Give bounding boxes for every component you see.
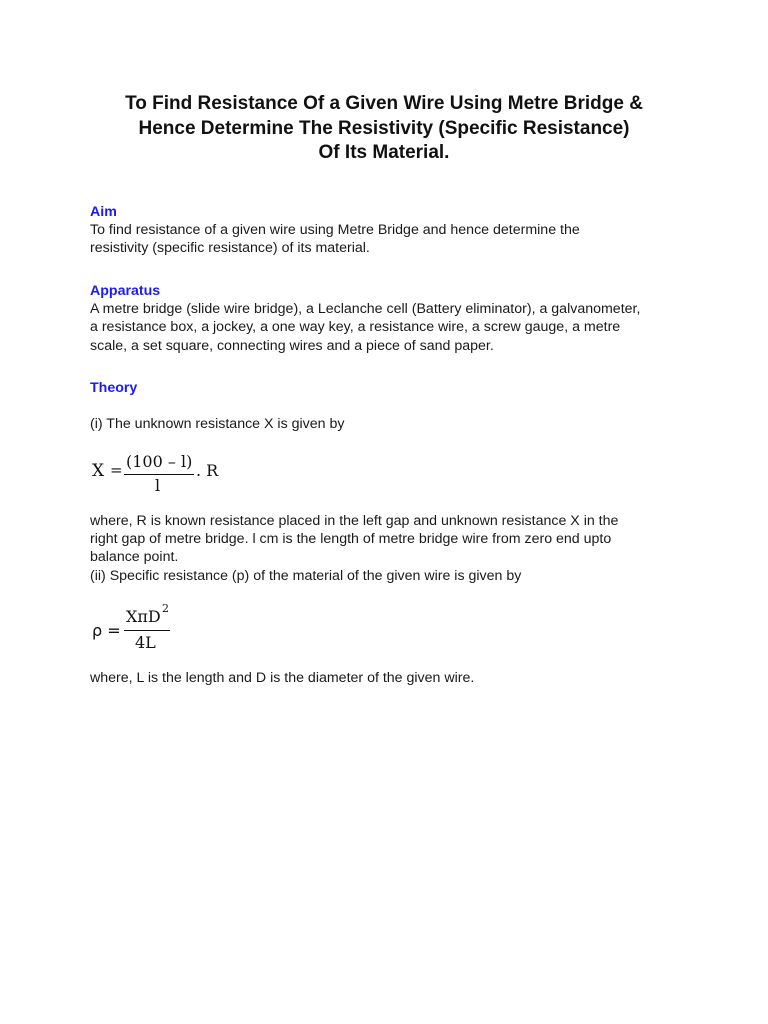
aim-heading: Aim [90, 204, 117, 220]
eq2-exponent: 2 [162, 602, 169, 615]
aim-text-line-2: resistivity (specific resistance) of its material. [90, 240, 370, 257]
apparatus-text-line-1: A metre bridge (slide wire bridge), a Leclanche cell (Battery eliminator), a galvanometer, [90, 301, 641, 318]
eq1-numerator: (100 – l) [126, 452, 193, 471]
eq1-lhs: X [92, 461, 105, 481]
theory-explain-block [90, 512, 690, 585]
title-line-3: Of Its Material. [318, 142, 450, 163]
theory-explain-line-1: where, R is known resistance placed in the left gap and unknown resistance X in the [90, 513, 619, 529]
theory-heading: Theory [90, 380, 138, 396]
eq1-equals: = [110, 461, 123, 479]
theory-explain-line-3: balance point. [90, 549, 179, 566]
theory-intro-block [90, 415, 690, 433]
theory-intro-2: (ii) Specific resistance (p) of the material of the given wire is given by [90, 567, 522, 584]
title-line-2: Hence Determine The Resistivity (Specific Resistance) [138, 117, 630, 139]
apparatus-text-line-2: a resistance box, a jockey, a one way key, a resistance wire, a screw gauge, a metre [90, 319, 621, 336]
aim-text-line-1: To find resistance of a given wire using Metre Bridge and hence determine the [90, 222, 580, 239]
eq1-denominator: l [155, 476, 161, 495]
eq2-lhs: ρ = [92, 621, 121, 640]
theory-explain-line-4: where, L is the length and D is the diameter of the given wire. [90, 670, 475, 686]
apparatus-heading: Apparatus [90, 283, 161, 299]
eq1-fraction-bar [124, 474, 194, 475]
apparatus-text-line-3: scale, a set square, connecting wires and a piece of sand paper. [90, 337, 494, 354]
theory-section [90, 379, 690, 397]
theory-intro-text: (i) The unknown resistance X is given by [90, 416, 345, 432]
apparatus-section [90, 282, 690, 355]
title-line-1: To Find Resistance Of a Given Wire Using Metre Bridge & [125, 93, 643, 114]
theory-explain-block-2 [90, 669, 690, 687]
aim-section [90, 203, 690, 258]
eq2-numerator: XπD [126, 607, 161, 626]
eq2-fraction-bar [124, 630, 170, 631]
eq2-denominator: 4L [135, 633, 156, 652]
document-title [60, 92, 708, 166]
eq1-tail: . R [196, 461, 219, 480]
theory-explain-line-2: right gap of metre bridge. l cm is the length of metre bridge wire from zero end upto [90, 531, 612, 548]
